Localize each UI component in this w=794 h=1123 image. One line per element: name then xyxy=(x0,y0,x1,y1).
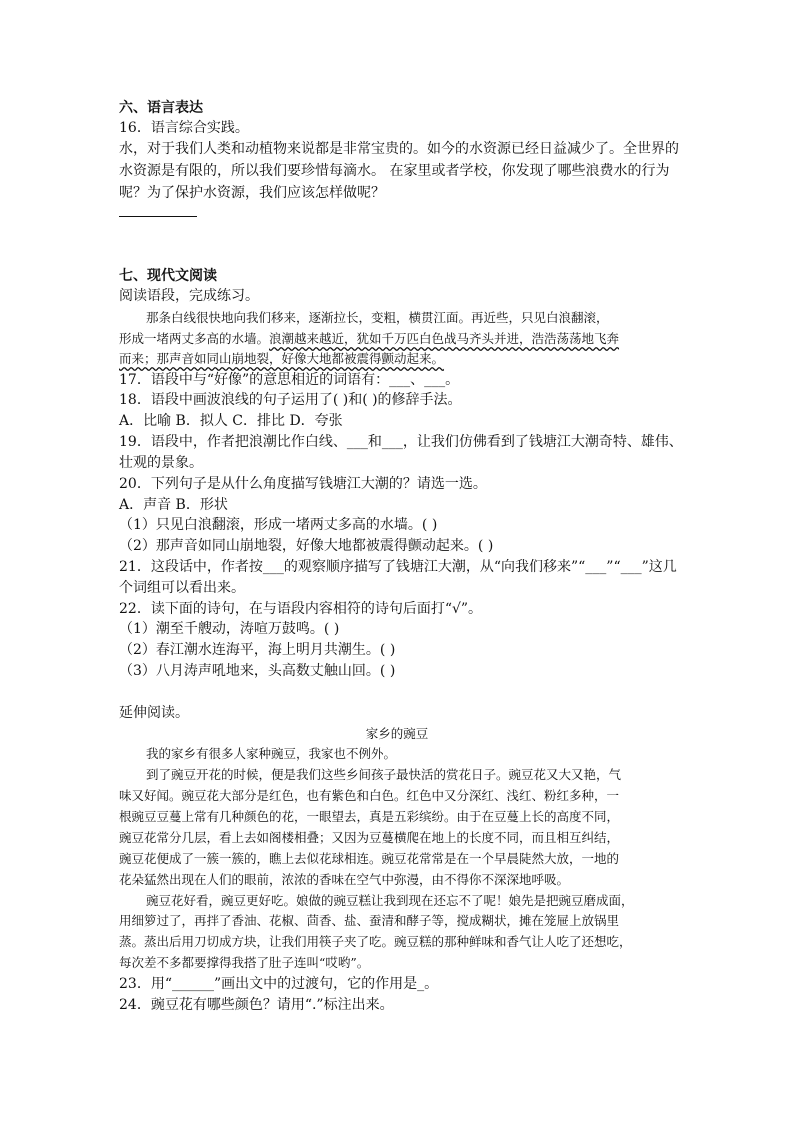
question-20: 20．下列句子是从什么角度描写钱塘江大潮的？请选一选。 xyxy=(119,476,487,492)
question-20-options: A．声音 B．形状 xyxy=(119,497,228,513)
article-line-2: 到了豌豆开花的时候，便是我们这些乡间孩子最快活的赏花日子。豌豆花又大又艳，气 xyxy=(146,767,622,782)
article-line-10: 蒸。蒸出后用刀切成方块，让我们用筷子夹了吃。豌豆糕的那种鲜味和香气让人吃了还想吃， xyxy=(119,934,632,949)
question-20-item-1: （1）只见白浪翻滚，形成一堵两丈多高的水墙。( ) xyxy=(119,517,438,533)
article-line-1: 我的家乡有很多人家种豌豆，我家也不例外。 xyxy=(146,746,397,761)
section-six-heading: 六、语言表达 xyxy=(119,100,203,116)
question-21-line-2: 个词组可以看出来。 xyxy=(119,580,245,596)
passage-line-2-plain: 形成一堵两丈多高的水墙。 xyxy=(119,331,270,346)
question-20-item-2: （2）那声音如同山崩地裂，好像大地都被震得颤动起来。( ) xyxy=(119,538,494,554)
article-line-4: 根豌豆豆蔓上常有几种颜色的花，一眼望去，真是五彩缤纷。由于在豆蔓上长的高度不同， xyxy=(119,809,620,824)
passage-line-3 xyxy=(119,350,444,368)
reading-instruction: 阅读语段，完成练习。 xyxy=(119,288,259,304)
article-line-11: 每次差不多都要撑得我搭了肚子连叫“哎哟”。 xyxy=(119,955,370,970)
question-19-line-1: 19．语段中，作者把浪潮比作白线、___和___，让我们仿佛看到了钱塘江大潮奇特、雄伟、 xyxy=(119,434,683,450)
question-17: 17．语段中与“好像”的意思相近的词语有：___、___。 xyxy=(119,372,460,388)
article-line-8: 豌豆花好看，豌豆更好吃。娘做的豌豆糕让我到现在还忘不了呢！娘先是把豌豆磨成面， xyxy=(146,893,634,908)
passage-line-1: 那条白线很快地向我们移来，逐渐拉长，变粗，横贯江面。再近些，只见白浪翻滚， xyxy=(146,310,609,325)
question-23: 23．用“______”画出文中的过渡句，它的作用是_。 xyxy=(119,976,439,992)
answer-line[interactable] xyxy=(119,216,197,217)
article-line-6: 豌豆花便成了一簇一簇的，瞧上去似花球相连。豌豆花常常是在一个早晨陡然大放，一地的 xyxy=(119,851,620,866)
article-title: 家乡的豌豆 xyxy=(365,726,429,741)
question-21-line-1: 21．这段话中，作者按___的观察顺序描写了钱塘江大潮，从“向我们移来”“___”“___”这几 xyxy=(119,559,677,575)
question-18-options: A．比喻 B．拟人 C．排比 D．夸张 xyxy=(119,413,343,429)
article-line-9: 用细箩过了，再拌了香油、花椒、茴香、盐、蚕清和酵子等，搅成糊状，摊在笼屉上放锅里 xyxy=(119,913,620,928)
question-18: 18．语段中画波浪线的句子运用了( )和( )的修辞手法。 xyxy=(119,392,462,408)
section-seven-heading: 七、现代文阅读 xyxy=(119,268,217,284)
article-line-7: 花朵猛然出现在人们的眼前，浓浓的香味在空气中弥漫，由不得你不深深地呼吸。 xyxy=(119,872,570,887)
wavy-underlined-sentence: 浪潮越来越近，犹如千万匹白色战马齐头并进，浩浩荡荡地飞奔 xyxy=(269,331,620,346)
article-line-5: 豌豆花常分几层，看上去如阁楼相叠；又因为豆蔓横爬在地上的长度不同，而且相互纠结， xyxy=(119,830,620,845)
question-16-text-line-1: 水，对于我们人类和动植物来说都是非常宝贵的。如今的水资源已经日益减少了。全世界的 xyxy=(119,141,679,157)
question-16-text-line-2: 水资源是有限的，所以我们要珍惜每滴水。 在家里或者学校，你发现了哪些浪费水的行为 xyxy=(119,163,670,179)
question-16: 16．语言综合实践。 xyxy=(119,120,249,136)
passage-line-2 xyxy=(119,330,619,348)
extended-reading-label: 延伸阅读。 xyxy=(119,705,189,721)
question-24: 24．豌豆花有哪些颜色？请用“.”标注出来。 xyxy=(119,997,394,1013)
question-22: 22．读下面的诗句，在与语段内容相符的诗句后面打“√”。 xyxy=(119,601,483,617)
question-22-item-3: （3）八月涛声吼地来，头高数丈触山回。( ) xyxy=(119,663,396,679)
question-22-item-1: （1）潮至千艘动，涛喧万鼓鸣。( ) xyxy=(119,621,340,637)
question-16-text-line-3: 呢？为了保护水资源，我们应该怎样做呢？ xyxy=(119,185,385,201)
wavy-underlined-sentence-end: 而来；那声音如同山崩地裂，好像大地都被震得颤动起来。 xyxy=(119,351,445,366)
article-line-3: 味又好闻。豌豆花大部分是红色，也有紫色和白色。红色中又分深红、浅红、粉红多种，一 xyxy=(119,788,620,803)
question-19-line-2: 壮观的景象。 xyxy=(119,455,203,471)
question-22-item-2: （2）春江潮水连海平，海上明月共潮生。( ) xyxy=(119,642,396,658)
